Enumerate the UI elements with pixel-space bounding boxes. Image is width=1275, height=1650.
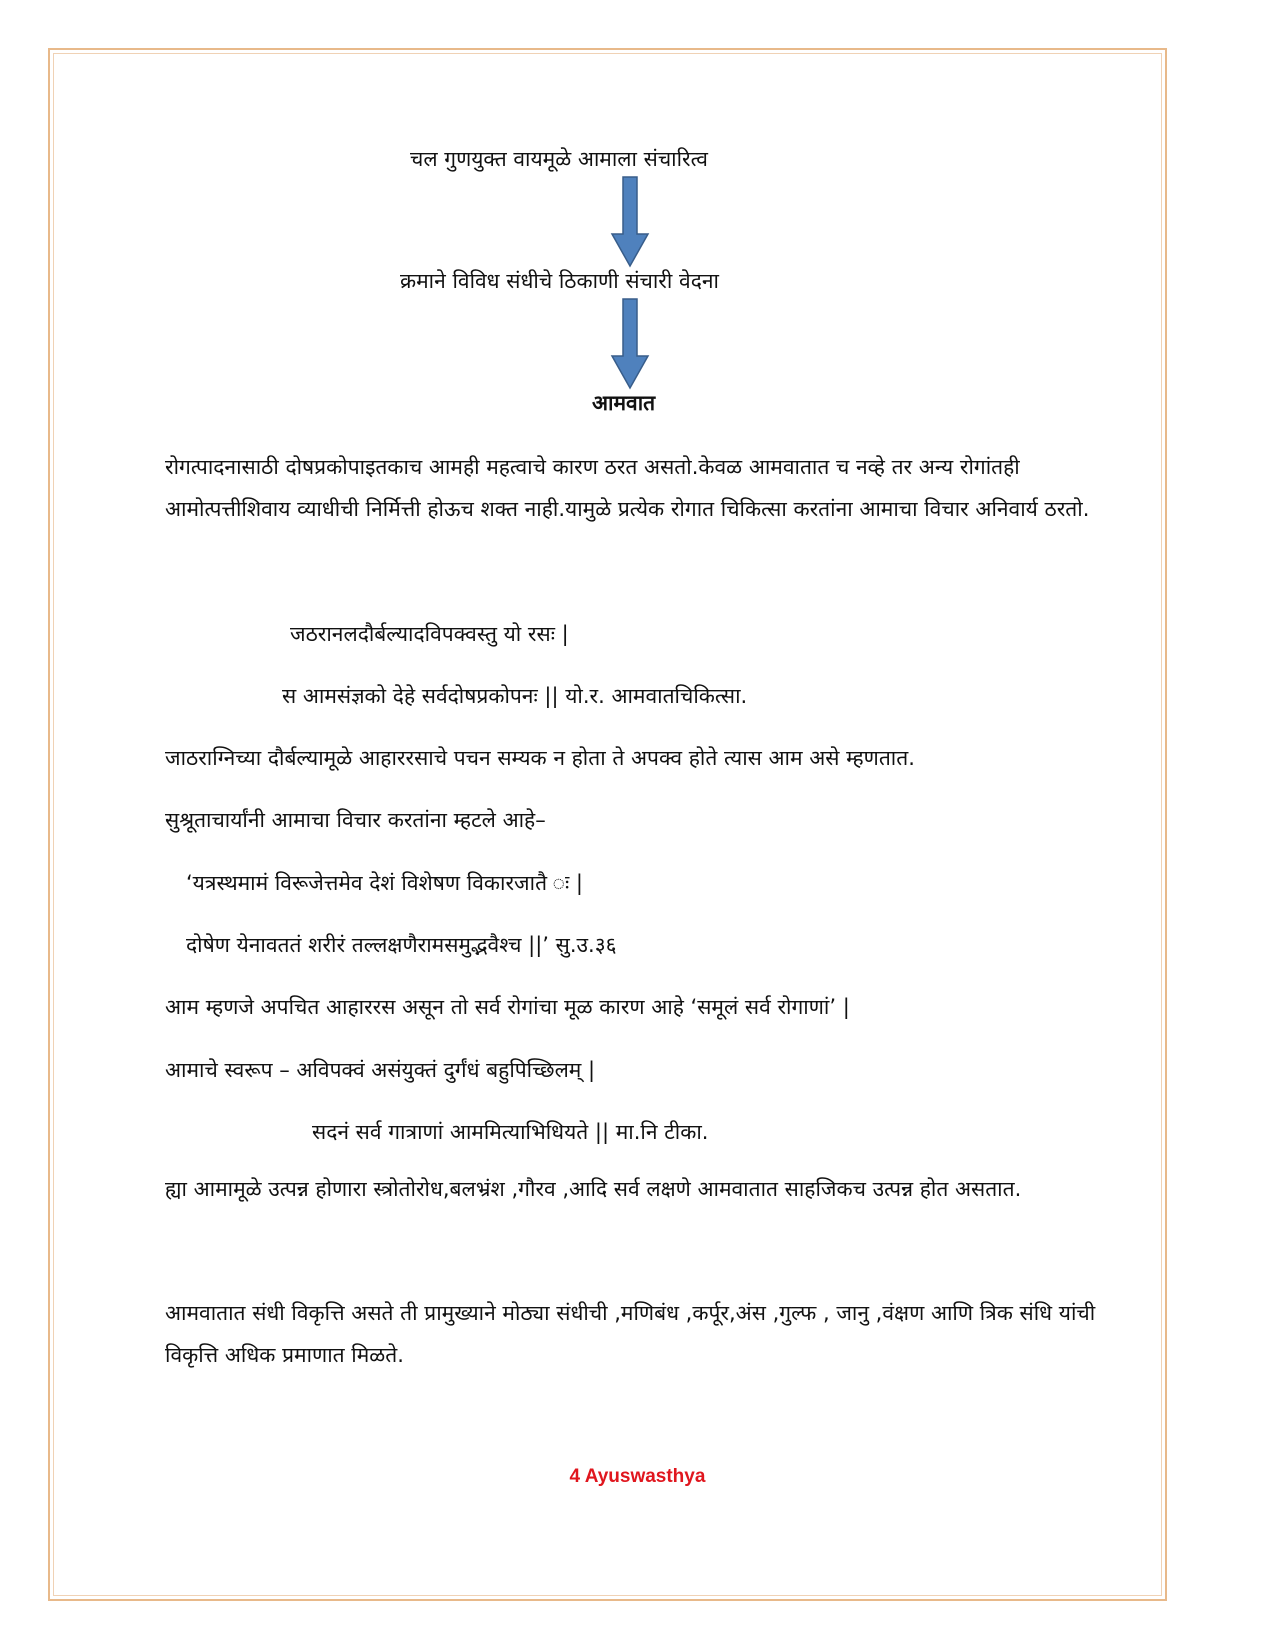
paragraph-5: आमाचे स्वरूप – अविपक्वं असंयुक्तं दुर्गंधं बहुपिच्छिलम् | <box>165 1058 596 1082</box>
verse-2-line-1: ‘यत्रस्थमामं विरूजेत्तमेव देशं विशेषण विकारजातै ः | <box>186 871 583 895</box>
section-heading: आमवात <box>592 391 656 415</box>
verse-1-line-2: स आमसंज्ञको देहे सर्वदोषप्रकोपनः || यो.र. आमवातचिकित्सा. <box>282 684 748 708</box>
paragraph-3: सुश्रूताचार्यांनी आमाचा विचार करतांना म्हटले आहे– <box>165 808 546 832</box>
paragraph-4: आम म्हणजे अपचित आहाररस असून तो सर्व रोगांचा मूळ कारण आहे ‘समूलं सर्व रोगाणां’ | <box>165 995 850 1019</box>
flow-step-1: चल गुणयुक्त वायमूळे आमाला संचारित्व <box>410 147 708 171</box>
flow-step-2: क्रमाने विविध संधीचे ठिकाणी संचारी वेदना <box>400 269 719 293</box>
down-arrow-icon-2 <box>610 298 650 390</box>
paragraph-7: आमवातात संधी विकृत्ति असते ती प्रामुख्याने मोठ्या संधीची ,मणिबंध ,कर्पूर,अंस ,गुल्फ , जानु ,वंक्षण आणि त्रिक संधि यांची विकृत्ति अधिक प्रमाणात मिळते. <box>165 1301 1096 1367</box>
verse-2-line-2: दोषेण येनावततं शरीरं तल्लक्षणैरामसमुद्भवैश्च ||’ सु.उ.३६ <box>186 933 617 957</box>
paragraph-6: ह्या आमामूळे उत्पन्न होणारा स्त्रोतोरोध,बलभ्रंश ,गौरव ,आदि सर्व लक्षणे आमवातात साहजिकच उत्पन्न होत असतात. <box>165 1177 1022 1201</box>
paragraph-5-line-2: सदनं सर्व गात्राणां आममित्याभिधियते || मा.नि टीका. <box>312 1120 709 1144</box>
page-footer: 4 Ayuswasthya <box>569 1466 706 1487</box>
down-arrow-icon <box>610 176 650 268</box>
paragraph-1: रोगत्पादनासाठी दोषप्रकोपाइतकाच आमही महत्वाचे कारण ठरत असतो.केवळ आमवातात च नव्हे तर अन्य रोगांतही आमोत्पत्तीशिवाय व्याधीची निर्मित्ती होऊच शक्त नाही.यामुळे प्रत्येक रोगात चिकित्सा करतांना आमाचा विचार अनिवार्य ठरतो. <box>165 455 1090 521</box>
verse-1-line-1: जठरानलदौर्बल्यादविपक्वस्तु यो रसः | <box>290 622 569 646</box>
paragraph-2: जाठराग्निच्या दौर्बल्यामूळे आहाररसाचे पचन सम्यक न होता ते अपक्व होते त्यास आम असे म्हणतात. <box>165 746 915 770</box>
